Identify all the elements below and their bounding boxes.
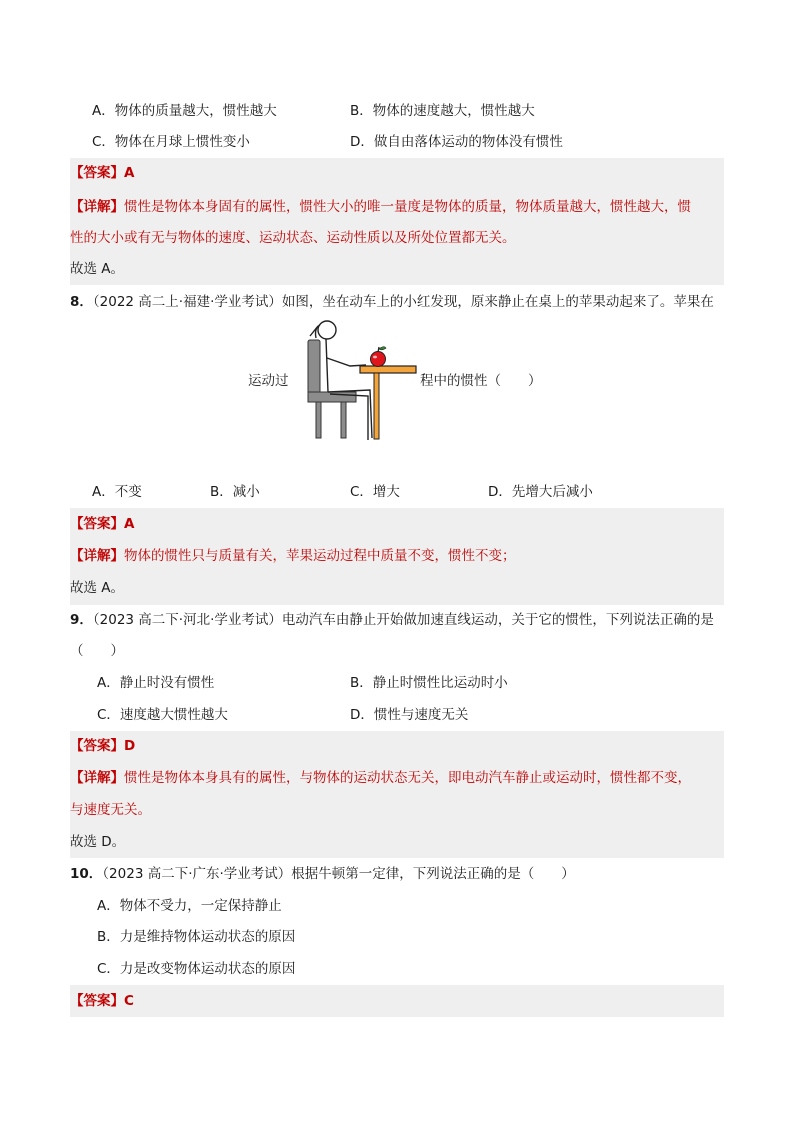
- q7-option-d: D．做自由落体运动的物体没有惯性: [350, 134, 563, 150]
- question-number: 8．: [70, 294, 93, 310]
- q8-stem-fig-right: 程中的惯性（ ）: [420, 373, 542, 389]
- q9-detail-line1: [70, 768, 691, 788]
- answer-value: A: [124, 516, 135, 532]
- q8-stem: [70, 292, 714, 312]
- answer-value: A: [124, 165, 135, 181]
- q9-option-d: D．惯性与速度无关: [350, 707, 469, 723]
- q8-conclusion: 故选 A。: [70, 580, 125, 596]
- q10-option-c: C．力是改变物体运动状态的原因: [97, 961, 296, 977]
- detail-text: 物体的惯性只与质量有关，苹果运动过程中质量不变，惯性不变；: [124, 548, 516, 564]
- q10-stem: [70, 864, 575, 884]
- q10-option-a: A．物体不受力，一定保持静止: [97, 898, 282, 914]
- q10-answer-block: [70, 985, 724, 1017]
- q7-detail-line1: [70, 197, 691, 217]
- detail-tag: 【详解】: [70, 199, 124, 215]
- q8-option-b: B．减小: [210, 484, 260, 500]
- answer-value: C: [124, 993, 134, 1009]
- chair-icon: [308, 340, 356, 438]
- detail-tag: 【详解】: [70, 548, 124, 564]
- q10-option-b: B．力是维持物体运动状态的原因: [97, 929, 296, 945]
- table-top: [360, 366, 416, 373]
- q7-detail-line2: 性的大小或有无与物体的速度、运动状态、运动性质以及所处位置都无关。: [70, 230, 516, 246]
- q9-stem: [70, 610, 714, 630]
- q9-stem-line2: （ ）: [70, 643, 124, 659]
- q8-option-d: D．先增大后减小: [488, 484, 593, 500]
- q7-conclusion: 故选 A。: [70, 261, 125, 277]
- q9-option-b: B．静止时惯性比运动时小: [350, 675, 508, 691]
- question-number: 9．: [70, 612, 93, 628]
- q7-option-a: A．物体的质量越大，惯性越大: [92, 103, 277, 119]
- table-leg: [374, 373, 379, 439]
- q9-answer-block: [70, 731, 724, 858]
- answer-tag: 【答案】: [70, 516, 124, 532]
- q10-answer: [70, 991, 134, 1011]
- answer-tag: 【答案】: [70, 165, 124, 181]
- q8-answer: [70, 514, 134, 534]
- q7-option-b: B．物体的速度越大，惯性越大: [350, 103, 535, 119]
- question-number: 10．: [70, 866, 103, 882]
- q7-answer: [70, 163, 134, 183]
- q9-detail-line2: 与速度无关。: [70, 802, 151, 818]
- question-source: （2023 高二下·河北·学业考试）: [92, 612, 282, 628]
- q9-conclusion: 故选 D。: [70, 834, 126, 850]
- q7-option-c: C．物体在月球上惯性变小: [92, 134, 250, 150]
- q8-option-a: A．不变: [92, 484, 142, 500]
- detail-tag: 【详解】: [70, 770, 124, 786]
- q9-option-a: A．静止时没有惯性: [97, 675, 215, 691]
- answer-tag: 【答案】: [70, 738, 124, 754]
- question-source: （2023 高二下·广东·学业考试）: [102, 866, 292, 882]
- question-text: 如图，坐在动车上的小红发现，原来静止在桌上的苹果动起来了。苹果在: [281, 294, 714, 310]
- detail-text: 惯性是物体本身固有的属性，惯性大小的唯一量度是物体的质量，物体质量越大，惯性越大，惯: [124, 199, 691, 215]
- apple-icon: [371, 347, 387, 367]
- answer-value: D: [124, 738, 136, 754]
- detail-text: 惯性是物体本身具有的属性，与物体的运动状态无关，即电动汽车静止或运动时，惯性都不变，: [124, 770, 691, 786]
- q8-option-c: C．增大: [350, 484, 400, 500]
- girl-at-table-figure: [290, 318, 420, 442]
- question-text: 根据牛顿第一定律，下列说法正确的是（ ）: [291, 866, 575, 882]
- q8-detail-line1: [70, 546, 516, 566]
- q8-stem-fig-left: 运动过: [248, 373, 289, 389]
- q9-option-c: C．速度越大惯性越大: [97, 707, 228, 723]
- answer-tag: 【答案】: [70, 993, 124, 1009]
- q7-answer-block: [70, 158, 724, 285]
- q9-answer: [70, 736, 135, 756]
- question-source: （2022 高二上·福建·学业考试）: [92, 294, 282, 310]
- question-text: 电动汽车由静止开始做加速直线运动，关于它的惯性，下列说法正确的是: [281, 612, 714, 628]
